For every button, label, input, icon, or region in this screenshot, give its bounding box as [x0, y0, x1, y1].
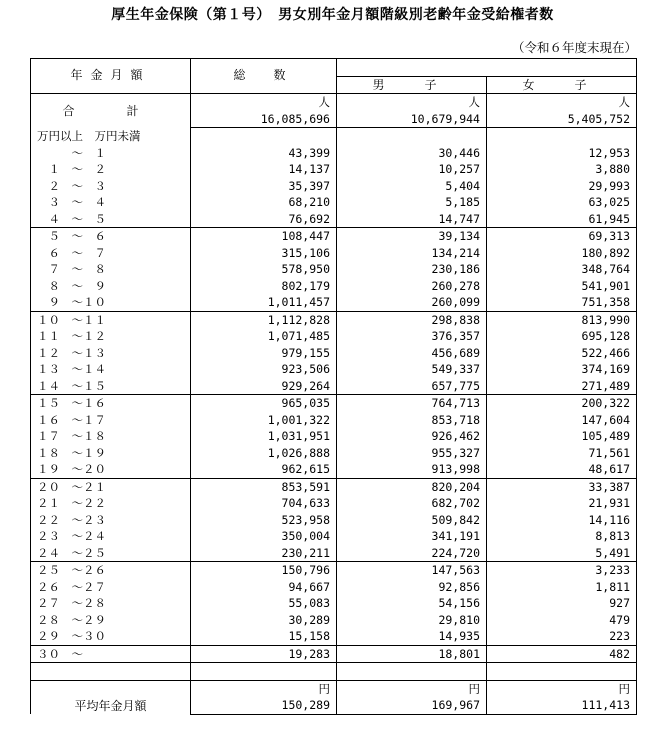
table-row — [31, 245, 637, 262]
total-cell: 1,026,888 — [191, 445, 337, 462]
table-row — [31, 395, 637, 412]
male-cell: 224,720 — [337, 545, 487, 562]
female-cell: 813,990 — [487, 311, 637, 328]
total-cell: 923,506 — [191, 361, 337, 378]
male-cell: 54,156 — [337, 595, 487, 612]
female-cell: 8,813 — [487, 528, 637, 545]
header-spacer — [337, 59, 637, 77]
range-cell: ９ ～１０ — [31, 294, 191, 311]
table-row — [31, 512, 637, 529]
header-row — [31, 59, 637, 77]
female-cell: 374,169 — [487, 361, 637, 378]
range-cell: １６ ～１７ — [31, 412, 191, 429]
female-cell: 69,313 — [487, 228, 637, 245]
header-female: 女 子 — [487, 76, 637, 94]
empty-cell — [487, 663, 637, 681]
empty-cell — [191, 663, 337, 681]
total-cell: 523,958 — [191, 512, 337, 529]
female-cell: 14,116 — [487, 512, 637, 529]
average-male: 169,967 — [337, 697, 487, 714]
female-cell: 21,931 — [487, 495, 637, 512]
male-cell: 820,204 — [337, 478, 487, 495]
total-cell: 76,692 — [191, 211, 337, 228]
male-cell: 853,718 — [337, 412, 487, 429]
range-cell: ７ ～ ８ — [31, 261, 191, 278]
range-cell: ～ １ — [31, 145, 191, 162]
table-row — [31, 461, 637, 478]
male-cell: 657,775 — [337, 378, 487, 395]
total-male: 10,679,944 — [337, 111, 487, 128]
empty-cell — [487, 128, 637, 145]
total-cell: 315,106 — [191, 245, 337, 262]
female-cell: 12,953 — [487, 145, 637, 162]
female-cell: 541,901 — [487, 278, 637, 295]
male-cell: 147,563 — [337, 562, 487, 579]
female-cell: 200,322 — [487, 395, 637, 412]
male-cell: 5,404 — [337, 178, 487, 195]
male-cell: 926,462 — [337, 428, 487, 445]
male-cell: 18,801 — [337, 645, 487, 663]
range-cell: ２５ ～２６ — [31, 562, 191, 579]
total-cell: 962,615 — [191, 461, 337, 478]
average-male-unit: 円 — [337, 680, 487, 697]
male-cell: 376,357 — [337, 328, 487, 345]
table-row — [31, 478, 637, 495]
female-cell: 348,764 — [487, 261, 637, 278]
table-row — [31, 545, 637, 562]
range-cell: ２８ ～２９ — [31, 612, 191, 629]
total-cell: 108,447 — [191, 228, 337, 245]
female-cell: 147,604 — [487, 412, 637, 429]
average-female-unit: 円 — [487, 680, 637, 697]
header-male: 男 子 — [337, 76, 487, 94]
range-cell: ２ ～ ３ — [31, 178, 191, 195]
table-row — [31, 145, 637, 162]
pension-table — [30, 58, 637, 715]
table-row — [31, 595, 637, 612]
range-cell: １４ ～１５ — [31, 378, 191, 395]
range-cell: ２０ ～２１ — [31, 478, 191, 495]
female-cell: 3,233 — [487, 562, 637, 579]
male-unit: 人 — [337, 94, 487, 111]
total-cell: 802,179 — [191, 278, 337, 295]
table-row — [31, 261, 637, 278]
total-cell: 965,035 — [191, 395, 337, 412]
male-cell: 260,278 — [337, 278, 487, 295]
female-cell: 29,993 — [487, 178, 637, 195]
total-cell: 704,633 — [191, 495, 337, 512]
female-cell: 223 — [487, 628, 637, 645]
male-cell: 260,099 — [337, 294, 487, 311]
average-label: 平均年金月額 — [31, 680, 191, 714]
total-cell: 853,591 — [191, 478, 337, 495]
table-row — [31, 378, 637, 395]
average-total-unit: 円 — [191, 680, 337, 697]
average-total: 150,289 — [191, 697, 337, 714]
table-row — [31, 311, 637, 328]
total-cell: 15,158 — [191, 628, 337, 645]
male-cell: 5,185 — [337, 194, 487, 211]
total-cell: 30,289 — [191, 612, 337, 629]
total-cell: 35,397 — [191, 178, 337, 195]
total-cell: 1,071,485 — [191, 328, 337, 345]
male-cell: 230,186 — [337, 261, 487, 278]
female-cell: 482 — [487, 645, 637, 663]
range-cell: ６ ～ ７ — [31, 245, 191, 262]
female-cell: 5,491 — [487, 545, 637, 562]
table-row — [31, 211, 637, 228]
total-cell: 1,031,951 — [191, 428, 337, 445]
total-cell: 55,083 — [191, 595, 337, 612]
table-row — [31, 161, 637, 178]
total-cell: 68,210 — [191, 194, 337, 211]
range-cell: １０ ～１１ — [31, 311, 191, 328]
table-row — [31, 294, 637, 311]
male-cell: 92,856 — [337, 579, 487, 596]
range-cell: ３０ ～ — [31, 645, 191, 663]
male-cell: 456,689 — [337, 345, 487, 362]
range-header-row — [31, 128, 637, 145]
empty-cell — [337, 663, 487, 681]
empty-cell — [191, 128, 337, 145]
female-cell: 105,489 — [487, 428, 637, 445]
average-unit-row — [31, 680, 637, 697]
average-female: 111,413 — [487, 697, 637, 714]
table-row — [31, 562, 637, 579]
total-all: 16,085,696 — [191, 111, 337, 128]
total-cell: 19,283 — [191, 645, 337, 663]
total-cell: 1,112,828 — [191, 311, 337, 328]
total-unit: 人 — [191, 94, 337, 111]
total-unit-row — [31, 94, 637, 111]
range-cell: ２３ ～２４ — [31, 528, 191, 545]
total-cell: 979,155 — [191, 345, 337, 362]
range-cell: １８ ～１９ — [31, 445, 191, 462]
male-cell: 298,838 — [337, 311, 487, 328]
range-cell: ２１ ～２２ — [31, 495, 191, 512]
male-cell: 913,998 — [337, 461, 487, 478]
range-cell: １５ ～１６ — [31, 395, 191, 412]
total-cell: 929,264 — [191, 378, 337, 395]
female-unit: 人 — [487, 94, 637, 111]
total-cell: 350,004 — [191, 528, 337, 545]
range-cell: １１ ～１２ — [31, 328, 191, 345]
total-female: 5,405,752 — [487, 111, 637, 128]
range-cell: ５ ～ ６ — [31, 228, 191, 245]
female-cell: 522,466 — [487, 345, 637, 362]
range-cell: １７ ～１８ — [31, 428, 191, 445]
female-cell: 48,617 — [487, 461, 637, 478]
total-cell: 1,011,457 — [191, 294, 337, 311]
header-amount: 年金月額 — [31, 59, 191, 94]
table-row — [31, 445, 637, 462]
spacer-row — [31, 663, 637, 681]
range-cell: １９ ～２０ — [31, 461, 191, 478]
male-cell: 29,810 — [337, 612, 487, 629]
female-cell: 63,025 — [487, 194, 637, 211]
female-cell: 33,387 — [487, 478, 637, 495]
table-row — [31, 495, 637, 512]
table-row — [31, 428, 637, 445]
total-label: 合 計 — [31, 94, 191, 128]
table-row — [31, 345, 637, 362]
total-cell: 578,950 — [191, 261, 337, 278]
male-cell: 955,327 — [337, 445, 487, 462]
range-cell: １ ～ ２ — [31, 161, 191, 178]
total-cell: 94,667 — [191, 579, 337, 596]
date-note: （令和６年度末現在） — [511, 40, 637, 55]
range-cell: ２９ ～３０ — [31, 628, 191, 645]
total-cell: 43,399 — [191, 145, 337, 162]
male-cell: 682,702 — [337, 495, 487, 512]
range-cell: ３ ～ ４ — [31, 194, 191, 211]
female-cell: 180,892 — [487, 245, 637, 262]
male-cell: 30,446 — [337, 145, 487, 162]
table-row — [31, 361, 637, 378]
table-row — [31, 178, 637, 195]
female-cell: 1,811 — [487, 579, 637, 596]
male-cell: 509,842 — [337, 512, 487, 529]
range-header: 万円以上 万円未満 — [31, 128, 191, 145]
range-cell: ２２ ～２３ — [31, 512, 191, 529]
table-row — [31, 194, 637, 211]
header-total: 総 数 — [191, 59, 337, 94]
male-cell: 14,935 — [337, 628, 487, 645]
pension-table-body — [31, 59, 637, 715]
range-cell: ２６ ～２７ — [31, 579, 191, 596]
empty-cell — [337, 128, 487, 145]
empty-cell — [31, 663, 191, 681]
range-cell: ２４ ～２５ — [31, 545, 191, 562]
range-cell: ８ ～ ９ — [31, 278, 191, 295]
range-cell: ２７ ～２８ — [31, 595, 191, 612]
table-row — [31, 528, 637, 545]
male-cell: 10,257 — [337, 161, 487, 178]
male-cell: 549,337 — [337, 361, 487, 378]
female-cell: 927 — [487, 595, 637, 612]
range-cell: １３ ～１４ — [31, 361, 191, 378]
male-cell: 341,191 — [337, 528, 487, 545]
table-row — [31, 228, 637, 245]
range-cell: １２ ～１３ — [31, 345, 191, 362]
table-row — [31, 612, 637, 629]
male-cell: 134,214 — [337, 245, 487, 262]
male-cell: 764,713 — [337, 395, 487, 412]
page-title: 厚生年金保険（第１号） 男女別年金月額階級別老齢年金受給権者数 — [111, 7, 554, 23]
table-row — [31, 278, 637, 295]
female-cell: 271,489 — [487, 378, 637, 395]
male-cell: 39,134 — [337, 228, 487, 245]
table-row — [31, 628, 637, 645]
table-row — [31, 579, 637, 596]
female-cell: 61,945 — [487, 211, 637, 228]
female-cell: 3,880 — [487, 161, 637, 178]
table-row — [31, 328, 637, 345]
range-cell: ４ ～ ５ — [31, 211, 191, 228]
table-row — [31, 412, 637, 429]
female-cell: 751,358 — [487, 294, 637, 311]
total-cell: 14,137 — [191, 161, 337, 178]
total-cell: 150,796 — [191, 562, 337, 579]
female-cell: 479 — [487, 612, 637, 629]
male-cell: 14,747 — [337, 211, 487, 228]
total-cell: 1,001,322 — [191, 412, 337, 429]
female-cell: 71,561 — [487, 445, 637, 462]
female-cell: 695,128 — [487, 328, 637, 345]
total-cell: 230,211 — [191, 545, 337, 562]
table-row — [31, 645, 637, 663]
